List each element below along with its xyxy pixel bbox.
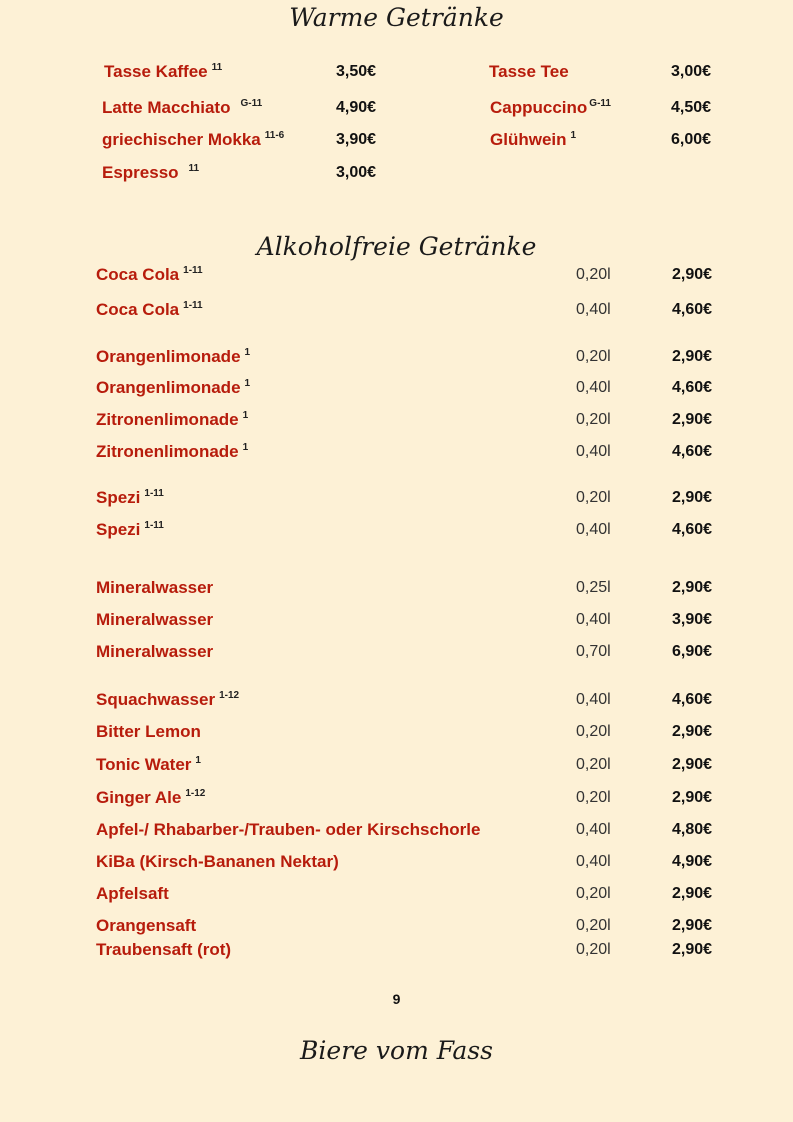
menu-item-price: 4,90€	[336, 99, 377, 116]
menu-item-volume: 0,20l	[576, 917, 611, 934]
soft-drinks-heading: Alkoholfreie Getränke	[256, 232, 537, 261]
beer-heading: Biere vom Fass	[300, 1036, 493, 1065]
allergen-note: 1	[242, 442, 249, 453]
menu-item-price: 6,90€	[672, 643, 713, 660]
menu-item-name: griechischer Mokka $^{11-6}$	[102, 130, 285, 149]
allergen-note: 11-6	[264, 130, 285, 141]
menu-item-volume: 0,40l	[576, 821, 611, 838]
menu-item-volume: 0,20l	[576, 885, 611, 902]
menu-item-volume: 0,40l	[576, 611, 611, 628]
menu-item-price: 3,90€	[336, 131, 377, 148]
menu-item-price: 2,90€	[672, 917, 713, 934]
menu-item-price: 4,60€	[672, 301, 713, 318]
allergen-note: 1-12	[219, 690, 240, 701]
warm-drinks-heading: Warme Getränke	[289, 3, 504, 32]
menu-item-name: Apfel-/ Rhabarber-/Trauben- oder Kirschschorle	[96, 820, 481, 839]
allergen-note: 1-11	[144, 488, 164, 499]
menu-item-name: Glühwein $^1$	[490, 130, 577, 149]
menu-item-volume: 0,40l	[576, 521, 611, 538]
menu-item-price: 3,00€	[671, 63, 712, 80]
menu-item-name: Mineralwasser	[96, 610, 214, 629]
menu-item-name: Spezi $^{1-11}$	[96, 520, 164, 539]
allergen-note: G-11	[240, 98, 263, 109]
allergen-note: G-11	[589, 98, 611, 109]
menu-item-price: 4,50€	[671, 99, 712, 116]
menu-item-price: 2,90€	[672, 756, 713, 773]
allergen-note: 11	[188, 163, 200, 174]
menu-item-volume: 0,25l	[576, 579, 611, 596]
menu-item-name: Tasse Tee	[489, 62, 569, 81]
menu-item-name: Mineralwasser	[96, 642, 214, 661]
menu-item-name: Apfelsaft	[96, 884, 169, 903]
menu-item-name: Squachwasser $^{1-12}$	[96, 690, 240, 709]
menu-item-name: Ginger Ale $^{1-12}$	[96, 788, 206, 807]
menu-item-name: Tasse Kaffee $^{11}$	[104, 62, 223, 81]
menu-item-volume: 0,40l	[576, 443, 611, 460]
menu-item-price: 6,00€	[671, 131, 712, 148]
menu-item-name: Mineralwasser	[96, 578, 214, 597]
menu-item-price: 3,50€	[336, 63, 377, 80]
menu-item-price: 3,00€	[336, 164, 377, 181]
menu-item-volume: 0,40l	[576, 301, 611, 318]
menu-item-price: 2,90€	[672, 789, 713, 806]
allergen-note: 1-11	[183, 265, 203, 276]
allergen-note: 1	[570, 130, 577, 141]
menu-item-price: 4,80€	[672, 821, 713, 838]
menu-item-volume: 0,20l	[576, 723, 611, 740]
menu-item-price: 2,90€	[672, 579, 713, 596]
allergen-note: 1	[244, 378, 251, 389]
menu-item-volume: 0,20l	[576, 489, 611, 506]
menu-item-price: 2,90€	[672, 411, 713, 428]
menu-item-volume: 0,20l	[576, 411, 611, 428]
menu-item-name: Orangensaft	[96, 916, 197, 935]
menu-item-volume: 0,40l	[576, 379, 611, 396]
page-number: 9	[392, 991, 401, 1007]
menu-item-price: 4,60€	[672, 691, 713, 708]
menu-item-name: Cappuccino $^{G-11}$	[490, 98, 611, 117]
menu-item-price: 4,90€	[672, 853, 713, 870]
menu-item-volume: 0,40l	[576, 691, 611, 708]
menu-item-price: 4,60€	[672, 379, 713, 396]
allergen-note: 1-11	[144, 520, 164, 531]
menu-item-name: Bitter Lemon	[96, 722, 201, 741]
menu-item-name: Orangenlimonade $^1$	[96, 347, 251, 366]
menu-item-volume: 0,20l	[576, 941, 611, 958]
allergen-note: 1-11	[183, 300, 203, 311]
menu-item-price: 2,90€	[672, 941, 713, 958]
menu-item-name: Tonic Water $^1$	[96, 755, 201, 774]
menu-item-price: 2,90€	[672, 348, 713, 365]
menu-item-price: 2,90€	[672, 266, 713, 283]
allergen-note: 11	[211, 62, 223, 73]
menu-item-price: 3,90€	[672, 611, 713, 628]
menu-item-volume: 0,20l	[576, 756, 611, 773]
menu-item-price: 4,60€	[672, 443, 713, 460]
allergen-note: 1	[244, 347, 251, 358]
menu-item-volume: 0,20l	[576, 266, 611, 283]
menu-item-price: 4,60€	[672, 521, 713, 538]
menu-item-name: Espresso $^{11}$	[102, 163, 200, 182]
menu-item-name: Traubensaft (rot)	[96, 940, 232, 959]
menu-item-price: 2,90€	[672, 885, 713, 902]
menu-item-price: 2,90€	[672, 723, 713, 740]
menu-item-name: Spezi $^{1-11}$	[96, 488, 164, 507]
menu-item-name: KiBa (Kirsch-Bananen Nektar)	[96, 852, 339, 871]
menu-item-volume: 0,40l	[576, 853, 611, 870]
menu-item-name: Zitronenlimonade $^1$	[96, 442, 249, 461]
menu-item-name: Coca Cola $^{1-11}$	[96, 300, 203, 319]
allergen-note: 1	[242, 410, 249, 421]
menu-item-name: Zitronenlimonade $^1$	[96, 410, 249, 429]
allergen-note: 1	[195, 755, 201, 766]
menu-item-volume: 0,70l	[576, 643, 611, 660]
menu-item-volume: 0,20l	[576, 789, 611, 806]
menu-item-volume: 0,20l	[576, 348, 611, 365]
menu-item-name: Coca Cola $^{1-11}$	[96, 265, 203, 284]
allergen-note: 1-12	[185, 788, 206, 799]
menu-item-price: 2,90€	[672, 489, 713, 506]
menu-item-name: Latte Macchiato $^{G-11}$	[102, 98, 263, 117]
menu-item-name: Orangenlimonade $^1$	[96, 378, 251, 397]
